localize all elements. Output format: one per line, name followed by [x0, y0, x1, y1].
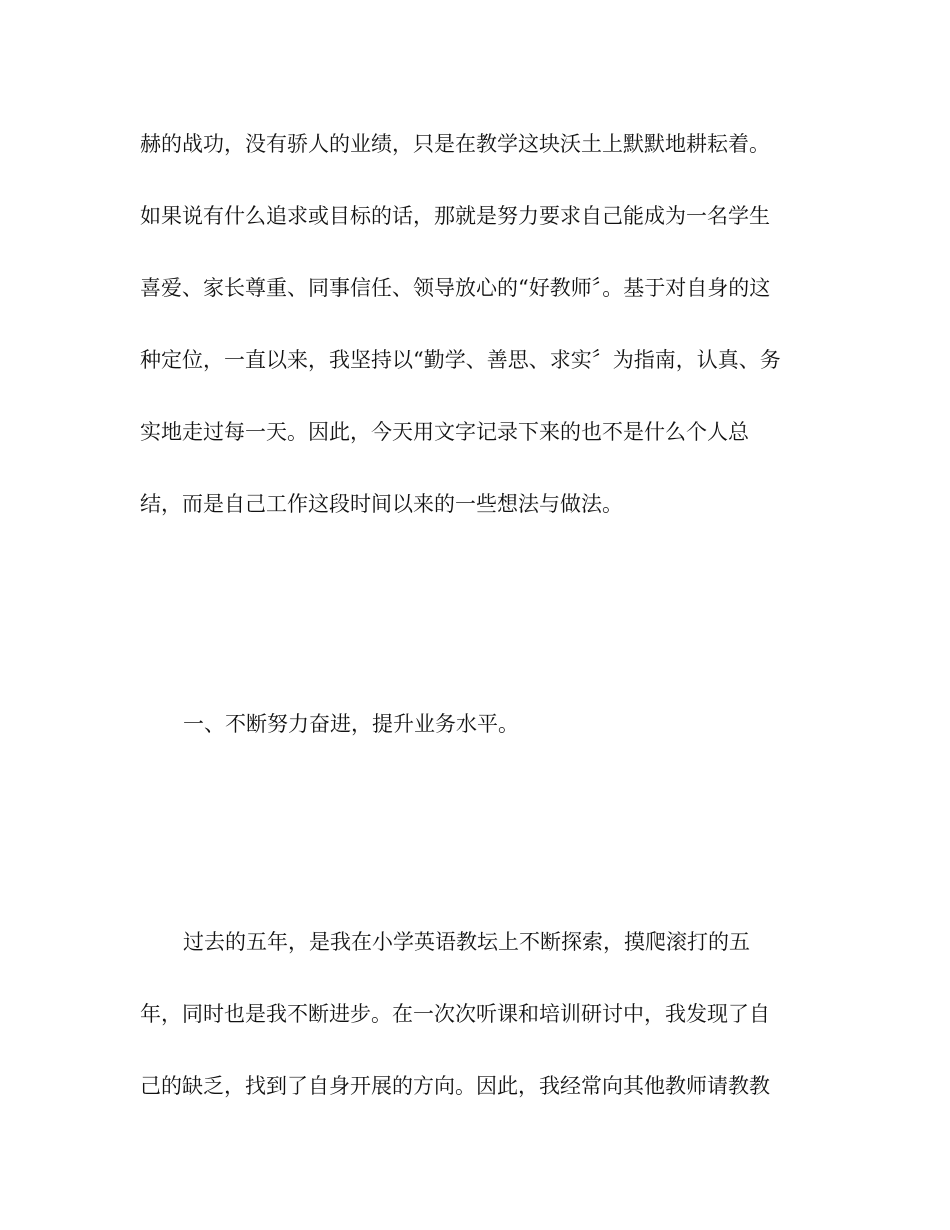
- paragraph-1-line-2: 如果说有什么追求或目标的话，那就是努力要求自己能成为一名学生: [140, 204, 770, 228]
- paragraph-1-line-3: 喜爱、家长尊重、同事信任、领导放心的“好教师〞。基于对自身的这: [140, 276, 771, 300]
- paragraph-1-line-4: 种定位，一直以来，我坚持以“勤学、善思、求实〞为指南，认真、务: [140, 348, 781, 372]
- section-heading: 一、不断努力奋进，提升业务水平。: [183, 712, 519, 736]
- paragraph-2-line-3: 己的缺乏，找到了自身开展的方向。因此，我经常向其他教师请教教: [140, 1074, 770, 1098]
- paragraph-2-line-1: 过去的五年，是我在小学英语教坛上不断探索，摸爬滚打的五: [183, 930, 750, 954]
- paragraph-1-line-1: 赫的战功，没有骄人的业绩，只是在教学这块沃土上默默地耕耘着。: [140, 132, 770, 156]
- paragraph-1-line-5: 实地走过每一天。因此，今天用文字记录下来的也不是什么个人总: [140, 420, 749, 444]
- paragraph-1-line-6: 结，而是自己工作这段时间以来的一些想法与做法。: [140, 492, 623, 516]
- paragraph-2-line-2: 年，同时也是我不断进步。在一次次听课和培训研讨中，我发现了自: [140, 1002, 770, 1026]
